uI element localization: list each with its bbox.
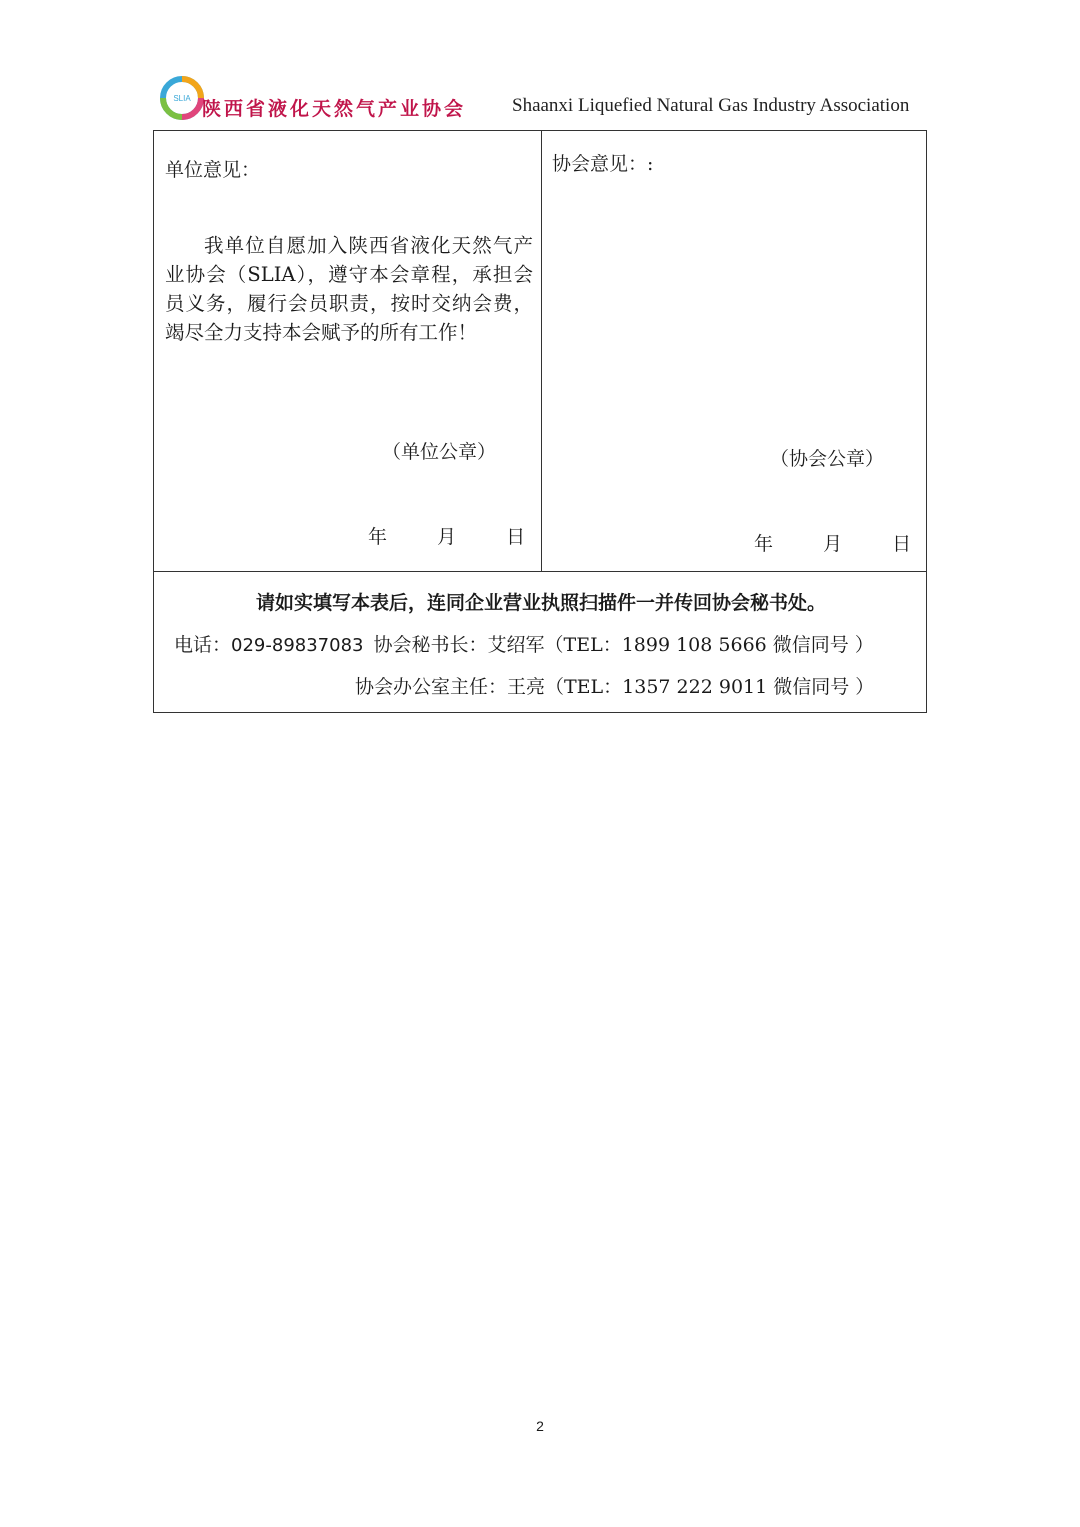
unit-opinion-label: 单位意见： (165, 159, 261, 181)
contact-line-1 (174, 630, 874, 657)
association-date (754, 529, 911, 556)
logo-text: SLIA (173, 94, 191, 103)
association-opinion-label: 协会意见：: (552, 153, 654, 175)
phone-number: 029-89837083 (231, 635, 364, 656)
office-director-contact: 协会办公室主任：王亮（TEL：1357 222 9011 微信同号 ） (355, 676, 875, 698)
association-date-day: 日 (892, 533, 912, 555)
secretary-general-contact: 协会秘书长：艾绍军（TEL：1899 108 5666 微信同号 ） (373, 634, 874, 656)
page-number: 2 (536, 1418, 544, 1434)
submission-note: 请如实填写本表后，连同企业营业执照扫描件一并传回协会秘书处。 (255, 592, 826, 614)
unit-date-year: 年 (368, 526, 388, 548)
page-header (160, 76, 920, 120)
association-date-year: 年 (754, 533, 774, 555)
association-seal-label: （协会公章） (770, 448, 885, 470)
column-divider (541, 131, 542, 571)
unit-seal-label: （单位公章） (382, 441, 497, 463)
contact-line-2 (355, 672, 874, 699)
association-date-month: 月 (823, 533, 843, 555)
org-name-en: Shaanxi Liquefied Natural Gas Industry Association (512, 95, 910, 116)
slia-logo-icon (160, 76, 204, 120)
unit-date-month: 月 (437, 526, 457, 548)
unit-date-day: 日 (506, 526, 526, 548)
phone-label: 电话： (174, 634, 232, 656)
membership-form-table (153, 130, 927, 713)
unit-opinion-statement: 我单位自愿加入陕西省液化天然气产业协会（SLIA），遵守本会章程，承担会员义务，履行会员职责，按时交纳会费，竭尽全力支持本会赋予的所有工作！ (165, 234, 533, 344)
row-divider (154, 571, 926, 572)
org-name-cn: 陕西省液化天然气产业协会 (202, 98, 467, 120)
unit-date (368, 522, 525, 549)
